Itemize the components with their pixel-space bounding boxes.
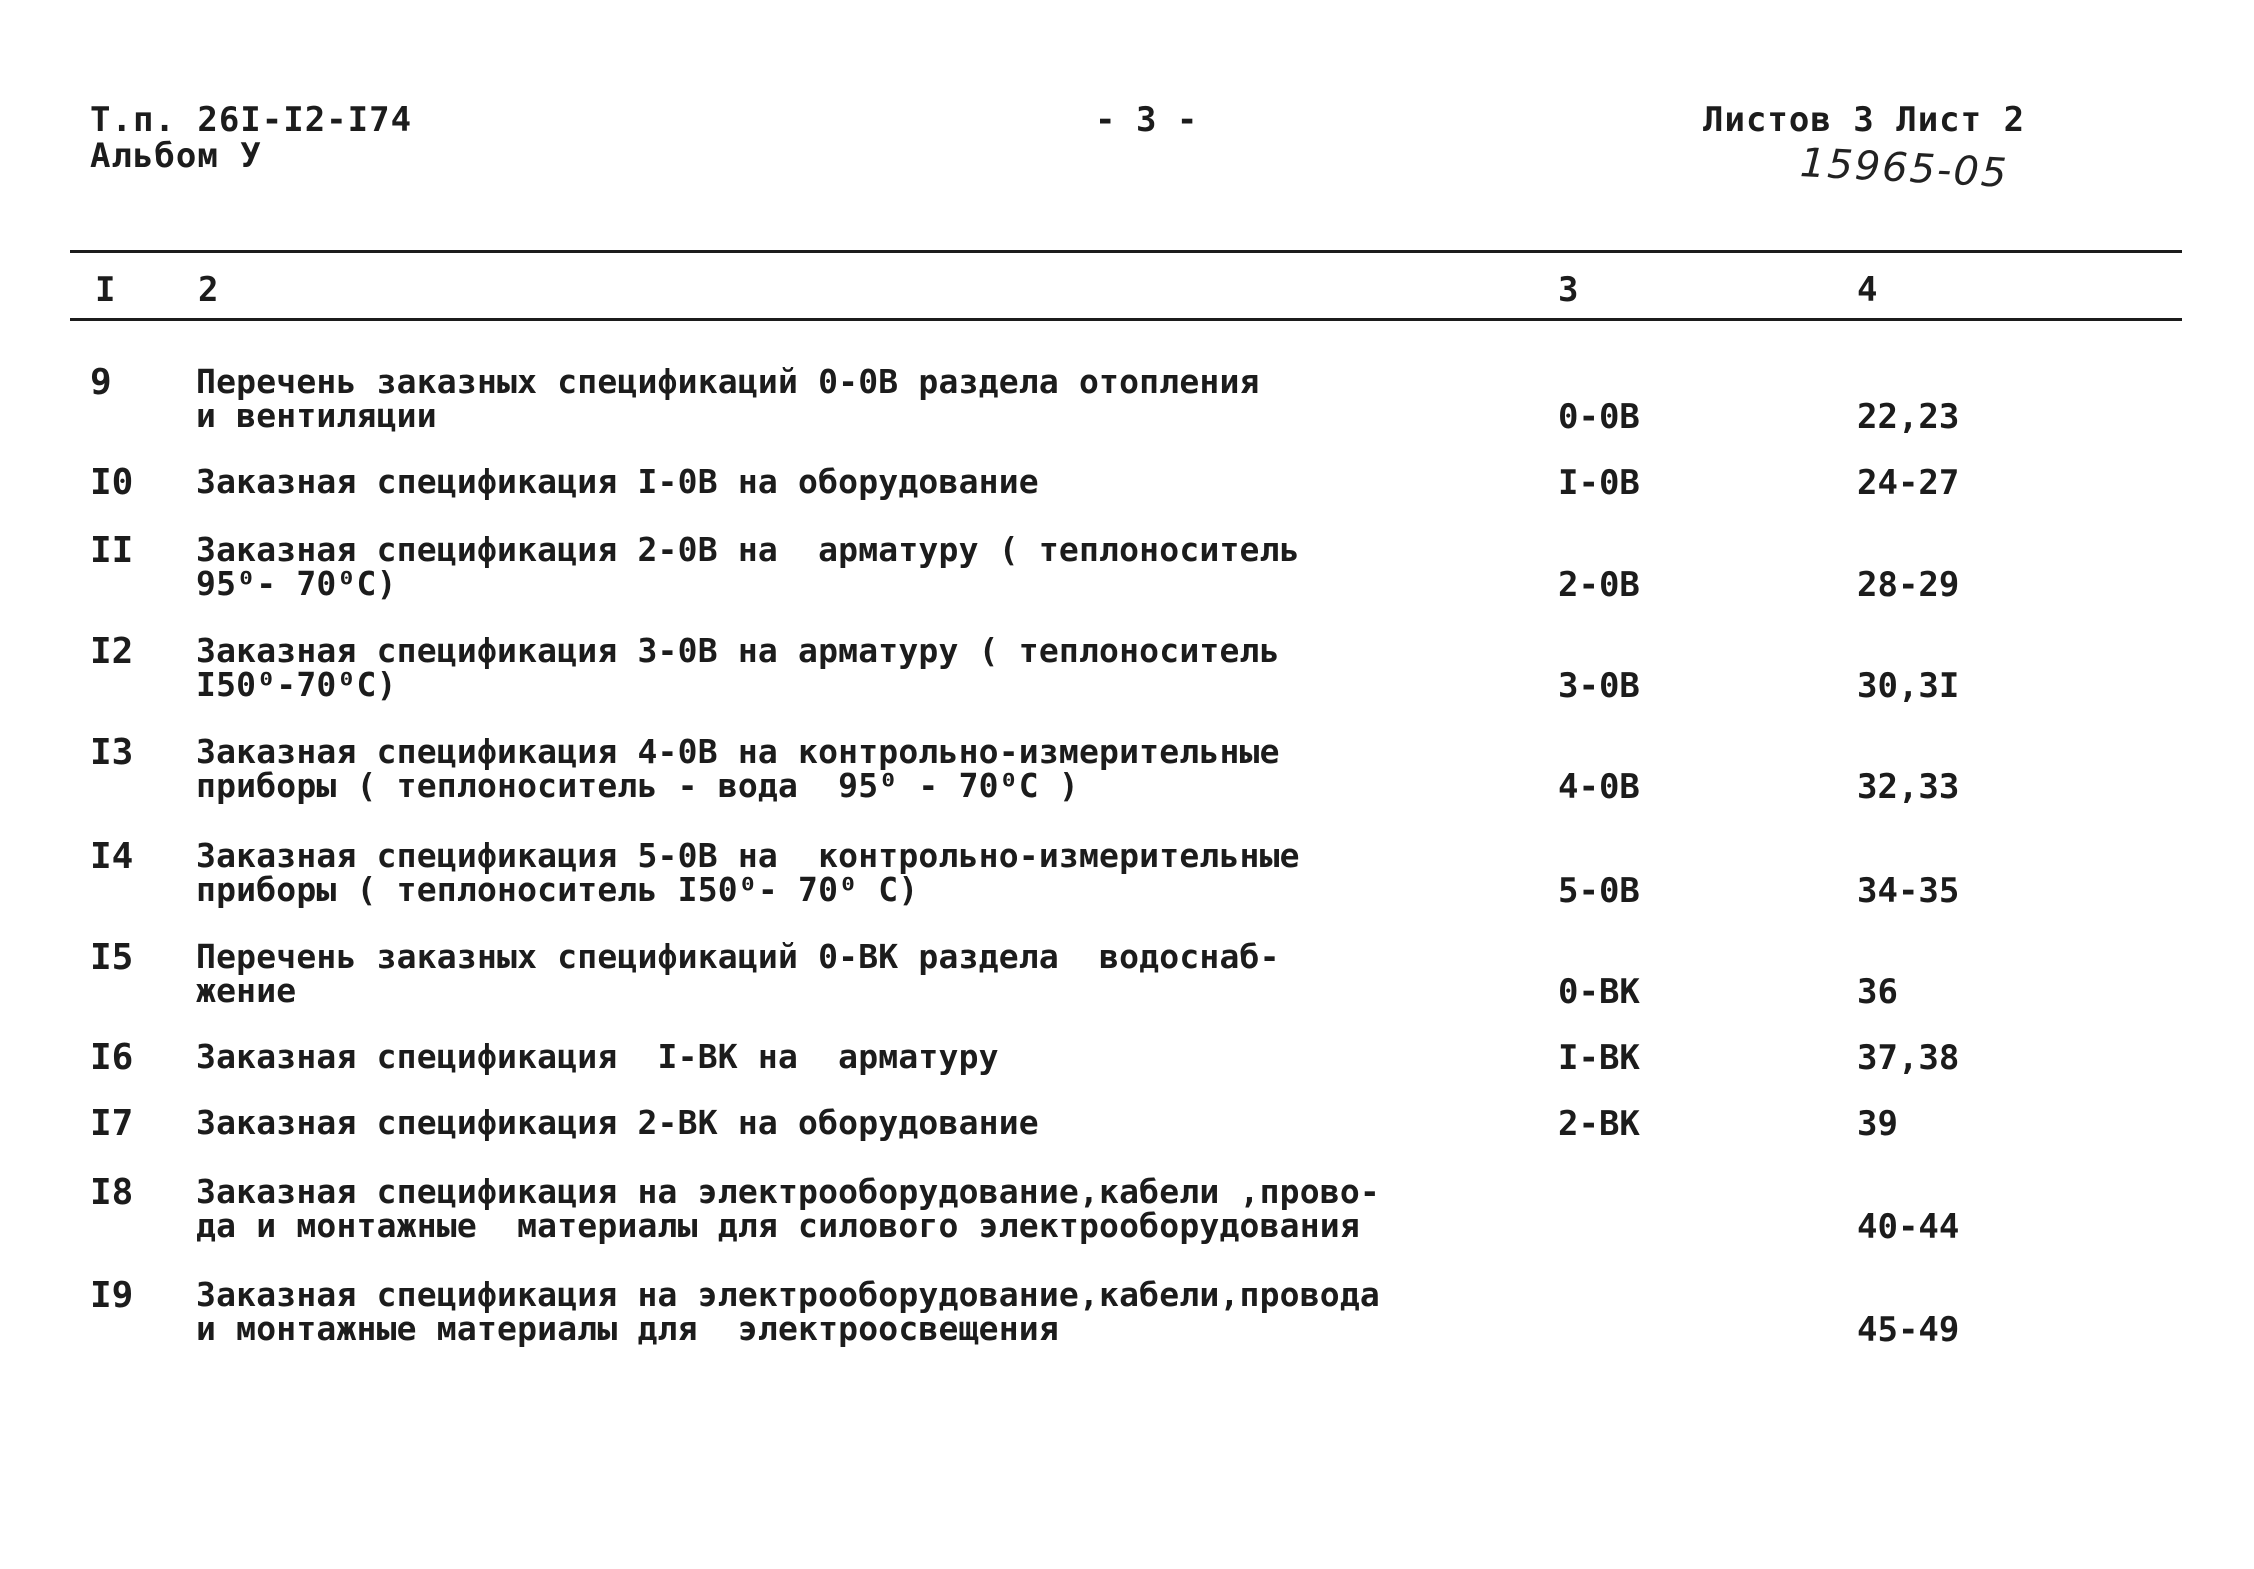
row-number: I6	[90, 1037, 134, 1078]
row-description: Перечень заказных спецификаций 0-0В раздела отопления и вентиляции	[196, 362, 1260, 435]
row-description: Заказная спецификация I-ВК на арматуру	[196, 1037, 999, 1076]
row-description: Заказная спецификация на электрооборудование,кабели ,прово- да и монтажные материалы для силового электрооборудования	[196, 1172, 1380, 1245]
row-page-range: 45-49	[1857, 1310, 1960, 1350]
row-number: II	[90, 530, 134, 571]
row-description: Заказная спецификация 3-0В на арматуру ( теплоноситель I50⁰-70⁰С)	[196, 631, 1280, 704]
row-description: Заказная спецификация I-0В на оборудование	[196, 462, 1039, 501]
row-page-range: 40-44	[1857, 1207, 1960, 1247]
row-spec-code: 2-ВК	[1558, 1104, 1640, 1144]
handwritten-number: 15965-05	[1798, 140, 2010, 197]
row-spec-code: 2-0В	[1558, 565, 1640, 605]
row-number: I3	[90, 732, 134, 773]
row-spec-code: 0-0В	[1558, 397, 1640, 437]
document-code: Т.п. 26I-I2-I74	[90, 100, 413, 140]
album-label: Альбом У	[90, 136, 262, 176]
column-header-3: 3	[1558, 270, 1579, 310]
sheet-counter: Листов 3 Лист 2	[1703, 100, 2026, 140]
row-page-range: 22,23	[1857, 397, 1960, 437]
row-description: Заказная спецификация 5-0В на контрольно-измерительные приборы ( теплоноситель I50⁰- 70⁰ С)	[196, 836, 1300, 909]
row-number: I9	[90, 1275, 134, 1316]
row-number: 9	[90, 362, 112, 403]
row-description: Заказная спецификация на электрооборудование,кабели,провода и монтажные материалы для электроосвещения	[196, 1275, 1380, 1348]
row-spec-code: I-0В	[1558, 463, 1640, 503]
row-spec-code: 4-0В	[1558, 767, 1640, 807]
column-header-4: 4	[1857, 270, 1878, 310]
row-number: I2	[90, 631, 134, 672]
row-spec-code: 5-0В	[1558, 871, 1640, 911]
row-description: Перечень заказных спецификаций 0-ВК раздела водоснаб- жение	[196, 937, 1280, 1010]
table-top-rule	[70, 250, 2182, 253]
row-number: I7	[90, 1103, 134, 1144]
table-header-rule	[70, 318, 2182, 321]
row-page-range: 24-27	[1857, 463, 1960, 503]
row-page-range: 34-35	[1857, 871, 1960, 911]
row-page-range: 28-29	[1857, 565, 1960, 605]
row-page-range: 39	[1857, 1104, 1898, 1144]
row-description: Заказная спецификация 2-0В на арматуру ( теплоноситель 95⁰- 70⁰С)	[196, 530, 1300, 603]
row-spec-code: 3-0В	[1558, 666, 1640, 706]
document-reference	[90, 102, 412, 174]
row-description: Заказная спецификация 2-ВК на оборудование	[196, 1103, 1039, 1142]
row-page-range: 36	[1857, 972, 1898, 1012]
row-number: I5	[90, 937, 134, 978]
page-marker: - 3 -	[1095, 100, 1198, 140]
row-page-range: 32,33	[1857, 767, 1960, 807]
row-description: Заказная спецификация 4-0В на контрольно-измерительные приборы ( теплоноситель - вода 95⁰ - 70⁰С )	[196, 732, 1280, 805]
column-header-2: 2	[198, 270, 219, 310]
column-header-1: I	[95, 270, 116, 310]
row-spec-code: 0-ВК	[1558, 972, 1640, 1012]
row-number: I0	[90, 462, 134, 503]
row-spec-code: I-ВК	[1558, 1038, 1640, 1078]
row-page-range: 30,3I	[1857, 666, 1960, 706]
row-number: I4	[90, 836, 134, 877]
row-number: I8	[90, 1172, 134, 1213]
row-page-range: 37,38	[1857, 1038, 1960, 1078]
